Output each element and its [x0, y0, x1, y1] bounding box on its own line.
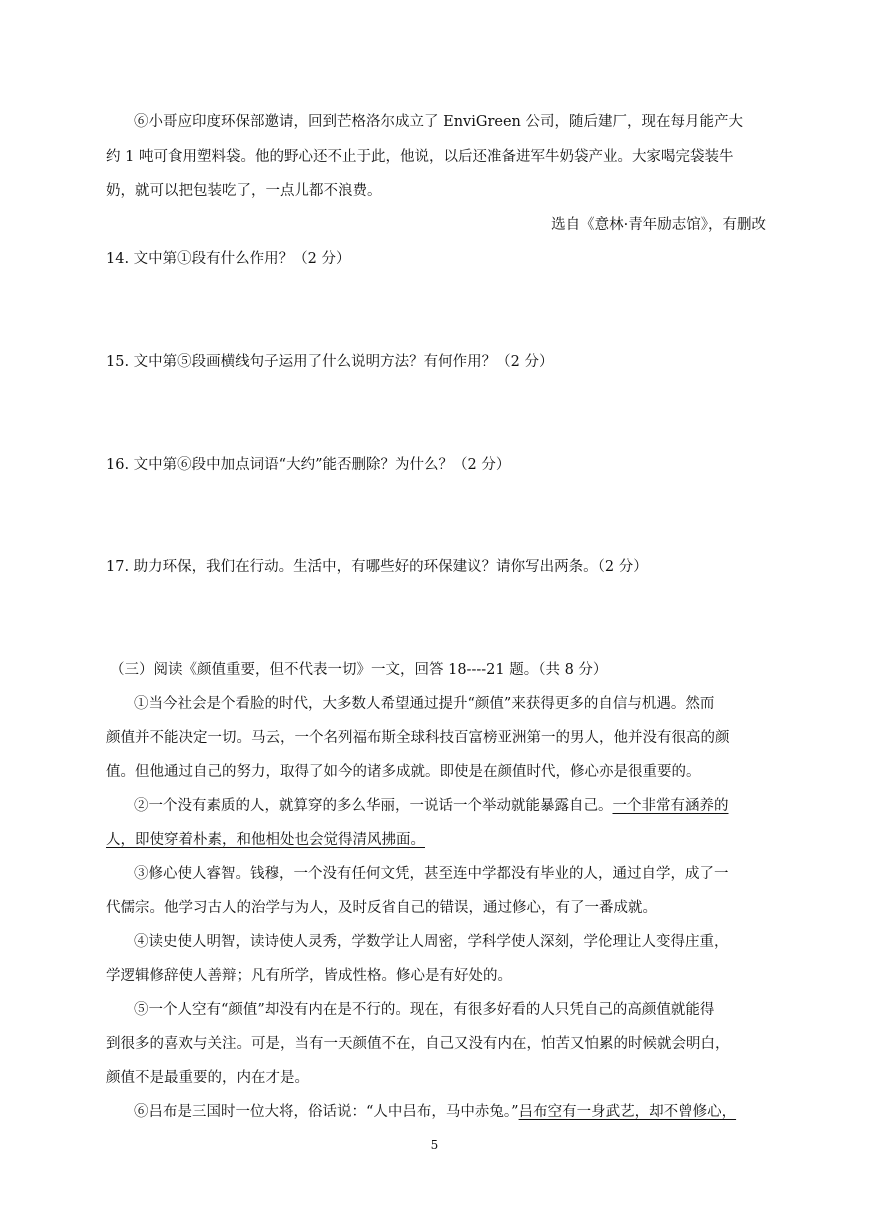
p6-text: ⑥吕布是三国时一位大将，俗话说：“人中吕布，马中赤兔。”	[134, 1104, 519, 1120]
s3-paragraph-5-line-2: 到很多的喜欢与关注。可是，当有一天颜值不在，自己又没有内在，怕苦又怕累的时候就会明白，	[106, 1036, 730, 1052]
question-16: 16. 文中第⑥段中加点词语“大约”能否删除？为什么？（2 分）	[106, 457, 511, 473]
source-citation: 选自《意林·青年励志馆》，有删改	[551, 217, 766, 233]
p6-underlined-sentence: 吕布空有一身武艺，却不曾修心，	[518, 1104, 737, 1120]
question-17: 17. 助力环保，我们在行动。生活中，有哪些好的环保建议？请你写出两条。（2 分）	[106, 559, 648, 575]
paragraph-6-line-2: 约 1 吨可食用塑料袋。他的野心还不止于此，他说，以后还准备进军牛奶袋产业。大家喝完袋装牛	[106, 149, 734, 165]
s3-paragraph-4-line-2: 学逻辑修辞使人善辩；凡有所学，皆成性格。修心是有好处的。	[106, 968, 512, 984]
s3-paragraph-3-line-1: ③修心使人睿智。钱穆，一个没有任何文凭，甚至连中学都没有毕业的人，通过自学，成了一	[134, 866, 729, 882]
question-15: 15. 文中第⑤段画横线句子运用了什么说明方法？有何作用？（2 分）	[106, 354, 554, 370]
s3-paragraph-3-line-2: 代儒宗。他学习古人的治学与为人，及时反省自己的错误，通过修心，有了一番成就。	[106, 900, 657, 916]
p2-text: ②一个没有素质的人，就算穿的多么华丽，一说话一个举动就能暴露自己。	[134, 798, 613, 814]
question-14: 14. 文中第①段有什么作用？（2 分）	[106, 251, 351, 267]
s3-paragraph-1-line-3: 值。但他通过自己的努力，取得了如今的诸多成就。即使是在颜值时代，修心亦是很重要的。	[106, 764, 701, 780]
section-3-heading: （三）阅读《颜值重要，但不代表一切》一文，回答 18----21 题。（共 8 分）	[110, 662, 608, 678]
p2-underlined-sentence-end: 人，即使穿着朴素，和他相处也会觉得清风拂面。	[106, 832, 425, 848]
s3-paragraph-5-line-3: 颜值不是最重要的，内在才是。	[106, 1070, 309, 1086]
s3-paragraph-1-line-1: ①当今社会是个看脸的时代，大多数人希望通过提升“颜值”来获得更多的自信与机遇。然而	[134, 696, 715, 712]
s3-paragraph-6-line-1	[134, 1102, 766, 1122]
paragraph-6-line-1: ⑥小哥应印度环保部邀请，回到芒格洛尔成立了 EnviGreen 公司，随后建厂，现在每月能产大	[134, 114, 743, 130]
paragraph-6-line-3: 奶，就可以把包装吃了，一点儿都不浪费。	[106, 183, 382, 199]
s3-paragraph-2-line-2	[106, 830, 766, 850]
s3-paragraph-5-line-1: ⑤一个人空有“颜值”却没有内在是不行的。现在，有很多好看的人只凭自己的高颜值就能得	[134, 1002, 715, 1018]
s3-paragraph-4-line-1: ④读史使人明智，读诗使人灵秀，学数学让人周密，学科学使人深刻，学伦理让人变得庄重，	[134, 934, 729, 950]
s3-paragraph-2-line-1	[134, 796, 766, 816]
p2-underlined-sentence-start: 一个非常有涵养的	[612, 798, 729, 814]
page-number: 5	[430, 1138, 439, 1152]
s3-paragraph-1-line-2: 颜值并不能决定一切。马云，一个名列福布斯全球科技百富榜亚洲第一的男人，他并没有很高的颜	[106, 730, 730, 746]
